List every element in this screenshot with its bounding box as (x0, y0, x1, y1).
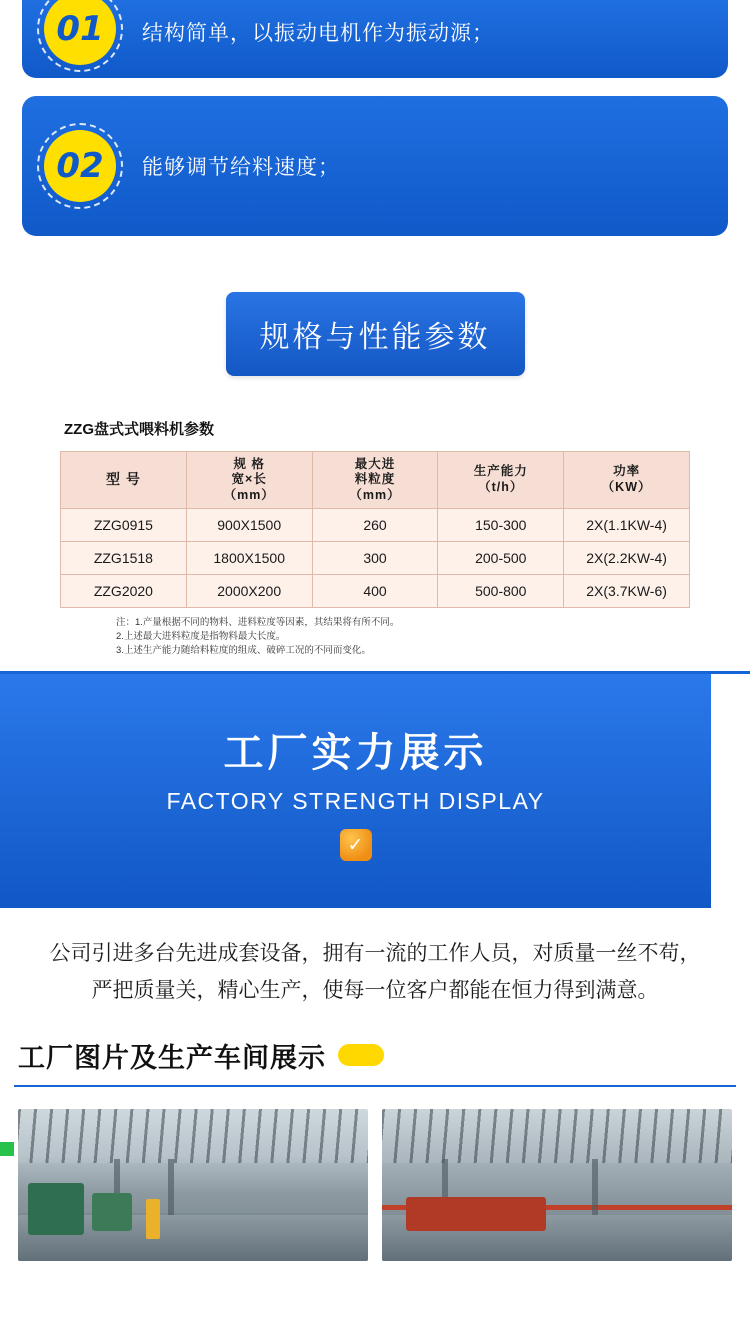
table-cell: 900X1500 (186, 509, 312, 542)
feature-list (0, 0, 750, 236)
table-cell: 1800X1500 (186, 542, 312, 575)
header-line: 功率 (613, 464, 641, 479)
factory-photo-1 (18, 1109, 368, 1261)
table-row (61, 575, 690, 608)
photo-ceiling-detail (382, 1109, 732, 1163)
header-line: 规 格 (233, 456, 265, 471)
table-header-cell (186, 452, 312, 509)
header-line: 生产能力 (473, 464, 528, 479)
subsection-heading-label: 工厂图片及生产车间展示 (18, 1042, 326, 1073)
photo-equipment-detail (146, 1199, 160, 1239)
spec-note-line: 3.上述生产能力随给料粒度的组成、破碎工况的不同而变化。 (116, 644, 371, 656)
table-cell: 200-500 (438, 542, 564, 575)
section-title-spec: 规格与性能参数 (226, 292, 525, 376)
table-cell: ZZG2020 (61, 575, 187, 608)
header-line: 宽×长 (231, 472, 267, 487)
company-intro-paragraph: 公司引进多台先进成套设备，拥有一流的工作人员，对质量一丝不苟，严把质量关，精心生产，使每一位客户都能在恒力得到满意。 (49, 942, 701, 1003)
spec-note-line: 注：1.产量根据不同的物料、进料粒度等因素，其结果将有所不同。 (116, 617, 400, 628)
check-icon: ✓ (340, 829, 372, 861)
spec-table-caption: ZZG盘式式喂料机参数 (64, 421, 214, 438)
feature-text: 结构简单，以振动电机作为振动源； (142, 22, 494, 45)
header-line: 最大进 (354, 456, 396, 471)
table-cell: 2X(3.7KW-6) (564, 575, 690, 608)
table-header-cell (438, 452, 564, 509)
table-cell: 400 (312, 575, 438, 608)
feature-card-02 (22, 96, 728, 236)
header-line: 型 号 (105, 471, 141, 488)
table-row (61, 509, 690, 542)
feature-card-01 (22, 0, 728, 78)
feature-badge-number: 01 (44, 0, 116, 65)
feature-text: 能够调节给料速度； (142, 156, 340, 179)
table-row (61, 542, 690, 575)
header-line: （KW） (601, 480, 652, 494)
spec-table (60, 451, 690, 608)
spec-notes (60, 616, 690, 657)
photo-gallery (0, 1087, 750, 1261)
table-cell: 500-800 (438, 575, 564, 608)
photo-machine-detail (406, 1197, 546, 1231)
table-cell: ZZG0915 (61, 509, 187, 542)
photo-machine-detail (28, 1183, 84, 1235)
subsection-heading (0, 1036, 750, 1075)
photo-machine-detail (92, 1193, 132, 1231)
spec-section (0, 418, 750, 657)
section-title-wrap (0, 292, 750, 376)
header-line: （mm） (223, 487, 275, 502)
photo-ceiling-detail (18, 1109, 368, 1163)
table-cell: ZZG1518 (61, 542, 187, 575)
banner-title-en: FACTORY STRENGTH DISPLAY (166, 788, 545, 815)
table-header-row (61, 452, 690, 509)
table-cell: 260 (312, 509, 438, 542)
table-cell: 150-300 (438, 509, 564, 542)
table-header-cell (312, 452, 438, 509)
factory-photo-2 (382, 1109, 732, 1261)
table-header-cell (61, 452, 187, 509)
header-line: 料粒度 (354, 472, 396, 487)
table-cell: 2X(1.1KW-4) (564, 509, 690, 542)
yellow-tag-icon (338, 1044, 384, 1066)
table-cell: 2000X200 (186, 575, 312, 608)
feature-badge-number: 02 (44, 130, 116, 202)
page-edge-marker (0, 1142, 14, 1156)
header-line: （t/h） (478, 480, 524, 494)
spec-note-line: 2.上述最大进料粒度是指物料最大长度。 (116, 630, 286, 642)
table-cell: 2X(2.2KW-4) (564, 542, 690, 575)
header-line: （mm） (349, 487, 401, 502)
page-bottom-spacer (0, 1261, 750, 1281)
banner-title-cn: 工厂实力展示 (223, 731, 488, 776)
factory-banner (0, 674, 711, 908)
table-header-cell (564, 452, 690, 509)
table-cell: 300 (312, 542, 438, 575)
